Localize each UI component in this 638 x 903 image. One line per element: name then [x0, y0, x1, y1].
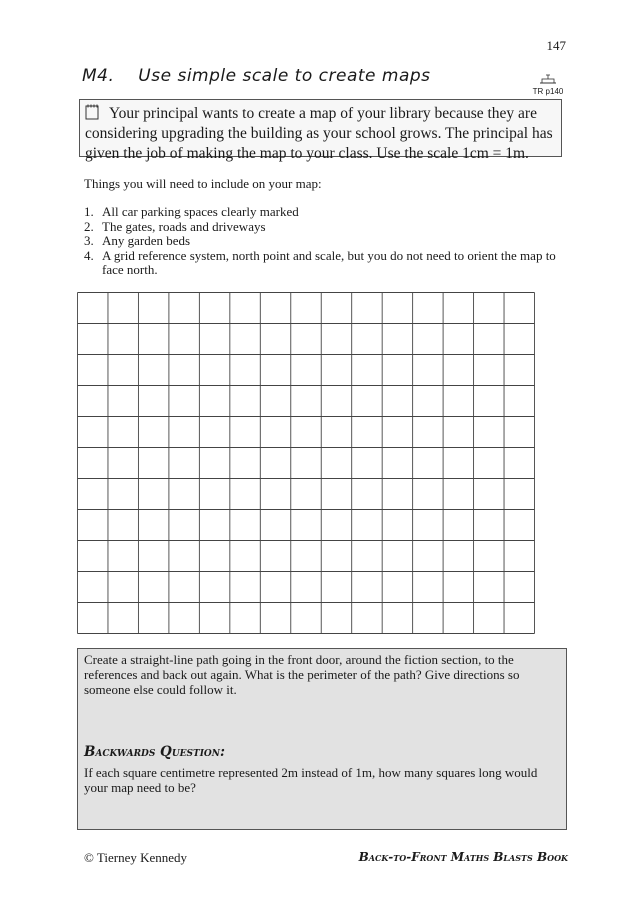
intro-text: Your principal wants to create a map of your library because they are considering upgrading the building as your school grows. The principal has given the job of making the map to your class. Use the scale 1cm = 1m. [85, 105, 553, 162]
list-item [84, 205, 564, 220]
title-text: Use simple scale to create maps [138, 66, 431, 86]
item-number: 3. [84, 233, 94, 248]
page-title [82, 66, 431, 86]
notepad-icon [85, 104, 99, 120]
copyright: © Tierney Kennedy [84, 850, 188, 865]
item-text: A grid reference system, north point and scale, but you do not need to orient the map to face north. [102, 247, 556, 277]
item-number: 2. [84, 218, 94, 234]
list-item [84, 220, 564, 235]
outcome-code: M4. [82, 66, 115, 86]
checklist [84, 205, 564, 278]
map-grid[interactable] [77, 292, 535, 635]
page-number: 147 [546, 38, 566, 53]
backwards-question: If each square centimetre represented 2m instead of 1m, how many squares long would your map need to be? [84, 765, 538, 795]
backwards-heading: Backwards Question: [84, 744, 225, 760]
item-number: 4. [84, 247, 94, 263]
item-text: All car parking spaces clearly marked [102, 204, 299, 219]
list-item [84, 249, 564, 278]
checklist-lead: Things you will need to include on your map: [84, 176, 322, 191]
teacher-resource-icon [539, 74, 557, 86]
list-item [84, 234, 564, 249]
teacher-ref-label: TR p140 [532, 87, 564, 96]
item-number: 1. [84, 204, 94, 219]
task-prompt: Create a straight-line path going in the front door, around the fiction section, to the references and back out again. What is the perimeter of the path? Give directions so someone else could follow it. [84, 652, 520, 697]
book-title: Back-to-Front Maths Blasts Book [358, 850, 568, 864]
answer-box[interactable] [77, 648, 567, 830]
intro-box [79, 99, 562, 162]
item-text: Any garden beds [102, 233, 191, 248]
item-text: The gates, roads and driveways [102, 218, 266, 234]
teacher-reference [528, 74, 568, 96]
